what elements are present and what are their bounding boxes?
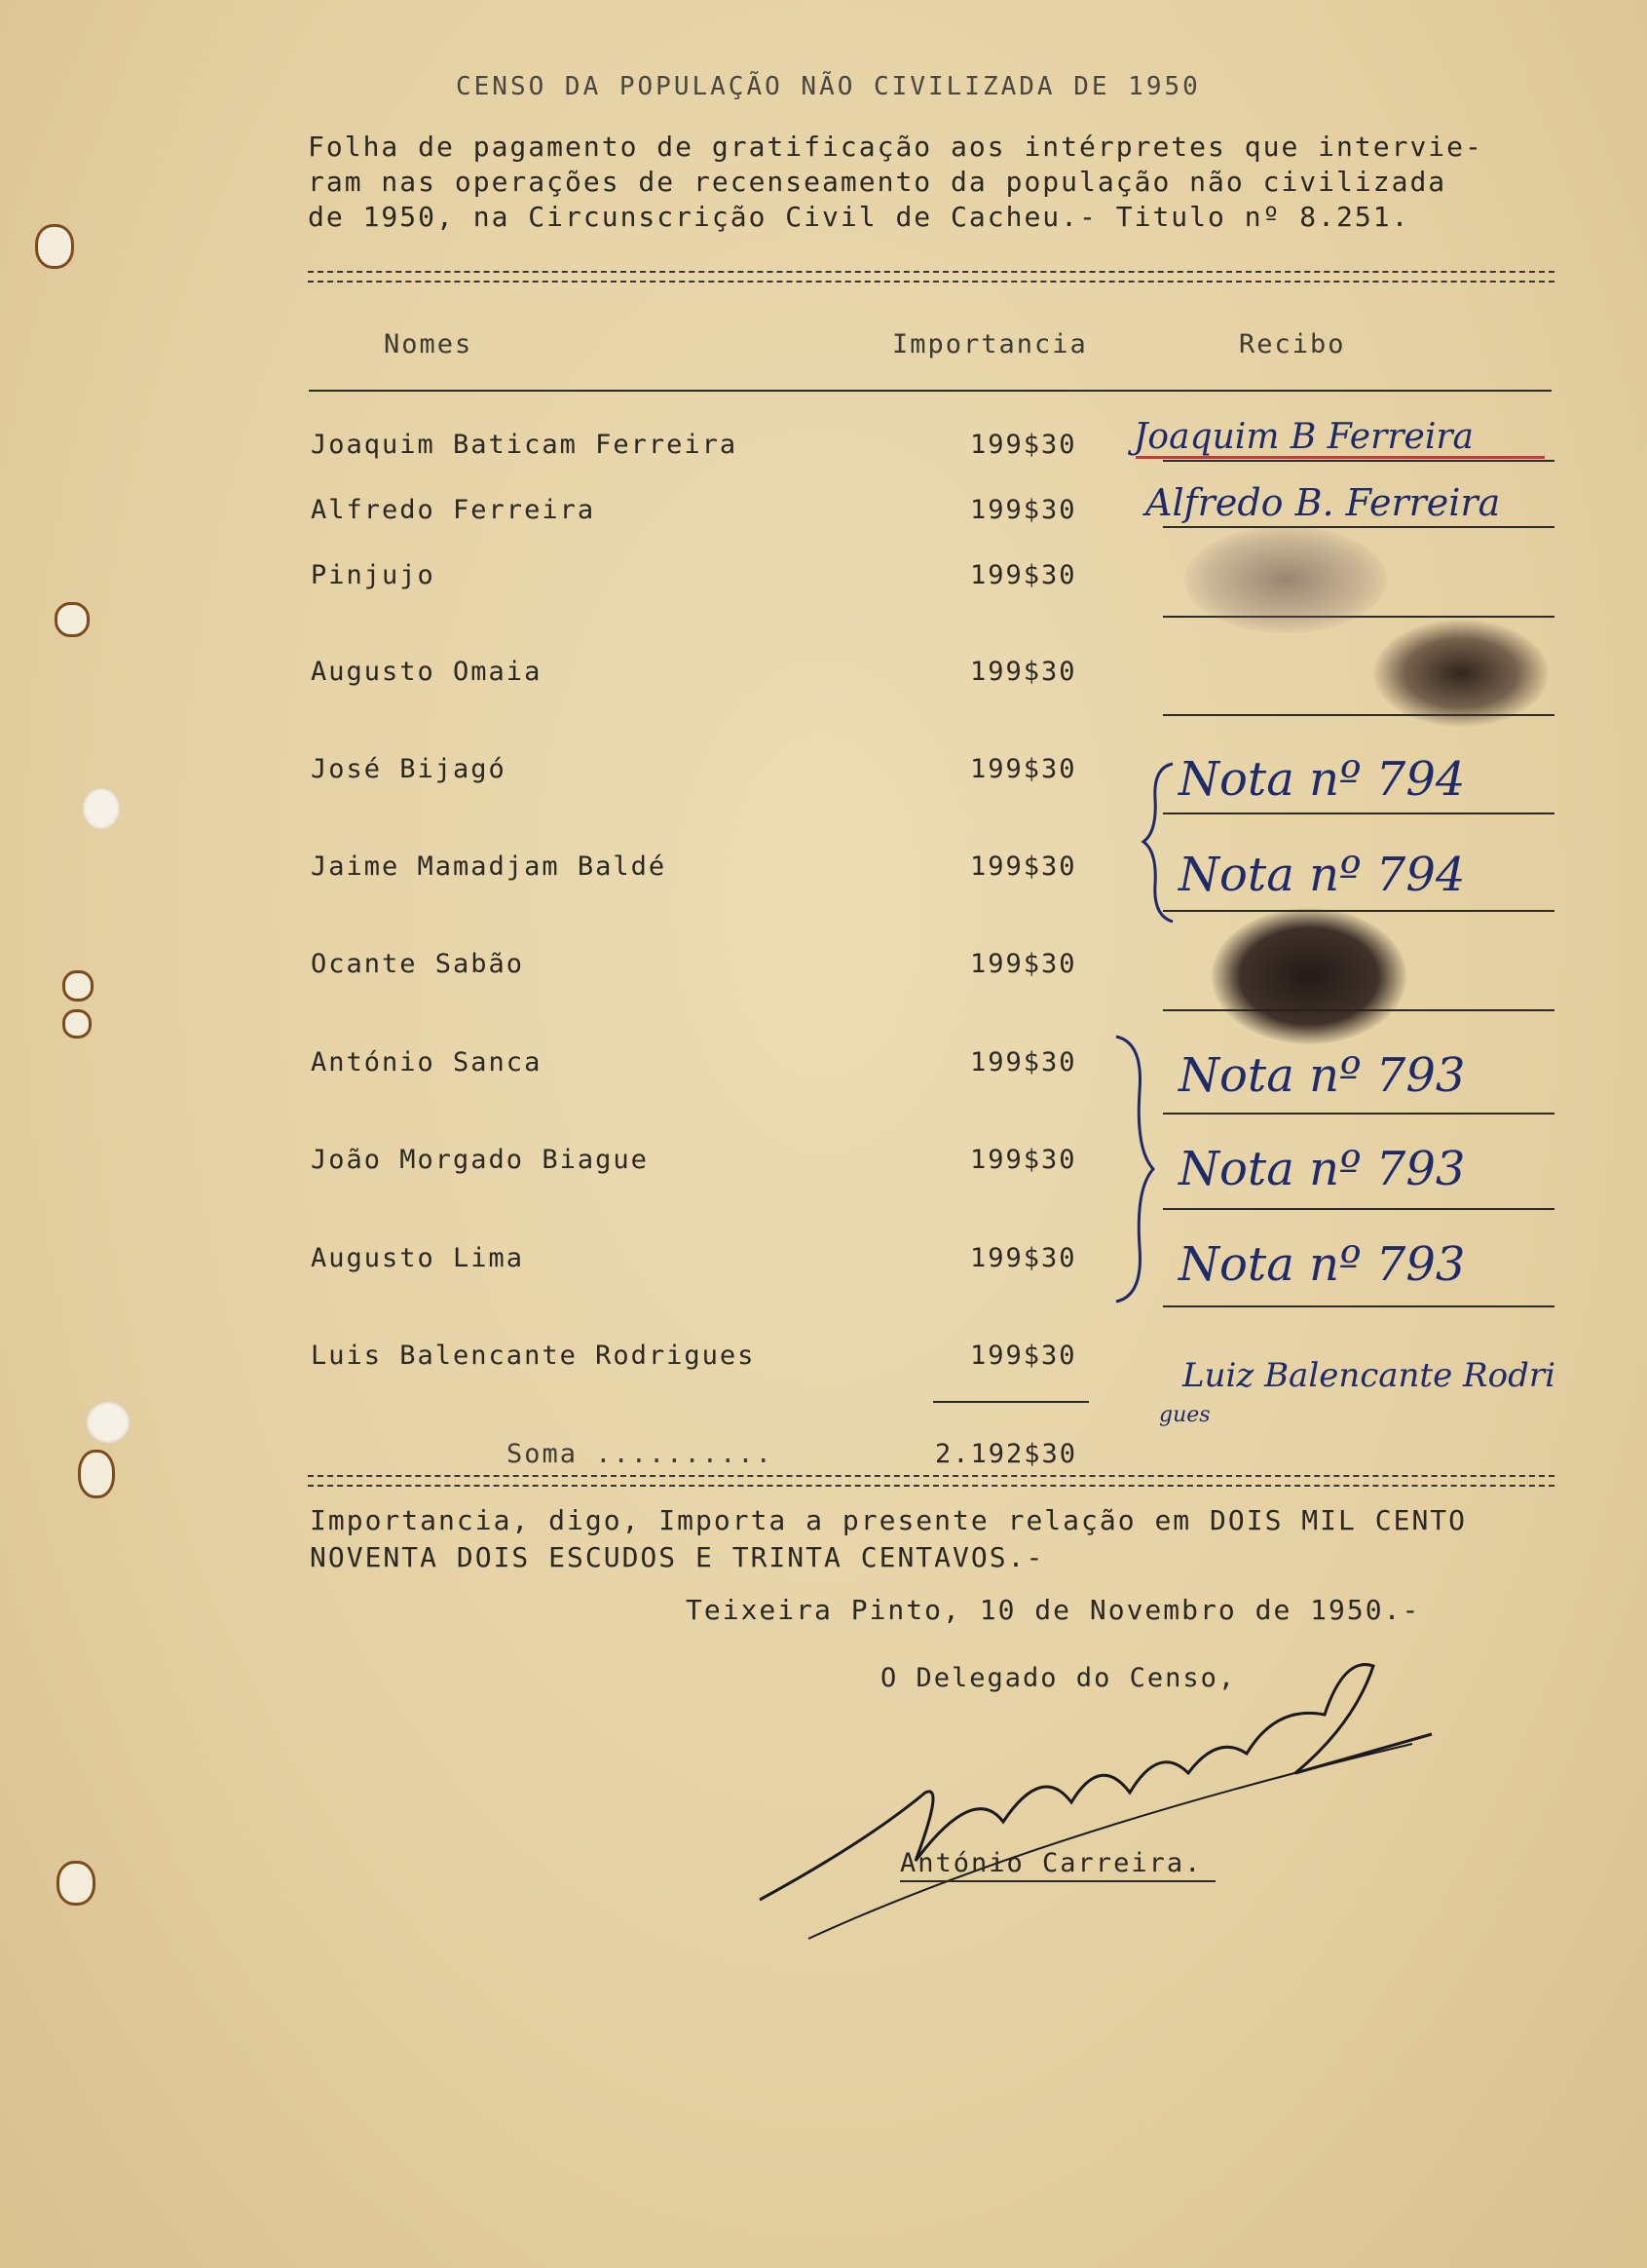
burn-mark [62, 1009, 92, 1039]
document-title: CENSO DA POPULAÇÃO NÃO CIVILIZADA DE 1950 [456, 72, 1201, 101]
row-amount: 199$30 [970, 560, 1077, 590]
receipt-note: Nota nº 793 [1179, 1142, 1466, 1196]
receipt-line [1163, 460, 1554, 462]
delegate-signature [750, 1637, 1451, 1948]
burn-mark [56, 1861, 95, 1906]
burn-mark [78, 1450, 115, 1498]
receipt-line [1163, 1113, 1554, 1115]
closing-line-1: Importancia, digo, Importa a presente relação em DOIS MIL CENTO [310, 1504, 1468, 1536]
row-name: Jaime Mamadjam Baldé [311, 851, 667, 882]
signatory-underline [900, 1880, 1216, 1882]
brace-794 [1140, 760, 1179, 926]
row-amount: 199$30 [970, 1341, 1077, 1371]
total-amount: 2.192$30 [935, 1439, 1078, 1469]
total-label: Soma .......... [506, 1439, 773, 1469]
receipt-line [1163, 1305, 1554, 1307]
header-amount: Importancia [892, 329, 1088, 359]
row-amount: 199$30 [970, 1047, 1077, 1077]
burn-mark [55, 602, 90, 637]
fingerprint [1212, 908, 1406, 1044]
row-amount: 199$30 [970, 754, 1077, 784]
row-name: José Bijagó [311, 754, 506, 784]
row-name: Augusto Omaia [311, 657, 543, 687]
receipt-note: Nota nº 794 [1179, 848, 1466, 902]
receipt-signature: Joaquim B Ferreira [1134, 417, 1475, 457]
header-rule [309, 390, 1552, 392]
row-amount: 199$30 [970, 430, 1077, 460]
receipt-note: Nota nº 793 [1179, 1048, 1466, 1103]
receipt-note: Nota nº 794 [1179, 752, 1466, 807]
double-rule [308, 271, 1554, 283]
row-amount: 199$30 [970, 851, 1077, 882]
row-name: António Sanca [311, 1047, 543, 1077]
row-amount: 199$30 [970, 1145, 1077, 1175]
row-name: Luis Balencante Rodrigues [311, 1341, 756, 1371]
receipt-line [1163, 910, 1554, 912]
signatory-title: O Delegado do Censo, [880, 1663, 1237, 1693]
row-name: Augusto Lima [311, 1243, 525, 1273]
row-amount: 199$30 [970, 657, 1077, 687]
row-amount: 199$30 [970, 495, 1077, 525]
row-amount: 199$30 [970, 1243, 1077, 1273]
receipt-signature: Alfredo B. Ferreira [1145, 481, 1501, 524]
row-name: Joaquim Baticam Ferreira [311, 430, 738, 460]
burn-mark [35, 224, 74, 269]
intro-line-1: Folha de pagamento de gratificação aos intérpretes que intervie- [308, 131, 1483, 163]
burn-mark [62, 970, 94, 1002]
receipt-signature-wrap: gues [1159, 1403, 1211, 1427]
signatory-name: António Carreira. [900, 1848, 1203, 1878]
row-amount: 199$30 [970, 949, 1077, 979]
row-name: Ocante Sabão [311, 949, 525, 979]
intro-line-3: de 1950, na Circunscrição Civil de Cacheu.- Titulo nº 8.251. [308, 201, 1410, 233]
fingerprint [1373, 620, 1549, 727]
punch-hole [86, 1401, 131, 1444]
intro-line-2: ram nas operações de recenseamento da população não civilizada [308, 166, 1447, 198]
receipt-line [1163, 813, 1554, 814]
header-receipt: Recibo [1239, 329, 1346, 359]
place-date: Teixeira Pinto, 10 de Novembro de 1950.- [686, 1594, 1421, 1626]
header-names: Nomes [384, 329, 473, 359]
fingerprint [1184, 526, 1387, 633]
receipt-line [1163, 526, 1554, 528]
receipt-line [1163, 1208, 1554, 1210]
double-rule [308, 1475, 1554, 1487]
closing-line-2: NOVENTA DOIS ESCUDOS E TRINTA CENTAVOS.- [310, 1541, 1045, 1573]
row-name: Pinjujo [311, 560, 435, 590]
receipt-signature: Luiz Balencante Rodri [1182, 1356, 1555, 1395]
brace-793 [1110, 1033, 1159, 1305]
row-name: Alfredo Ferreira [311, 495, 596, 525]
row-name: João Morgado Biague [311, 1145, 649, 1175]
punch-hole [82, 787, 121, 830]
receipt-note: Nota nº 793 [1179, 1237, 1466, 1292]
total-rule [933, 1401, 1089, 1403]
